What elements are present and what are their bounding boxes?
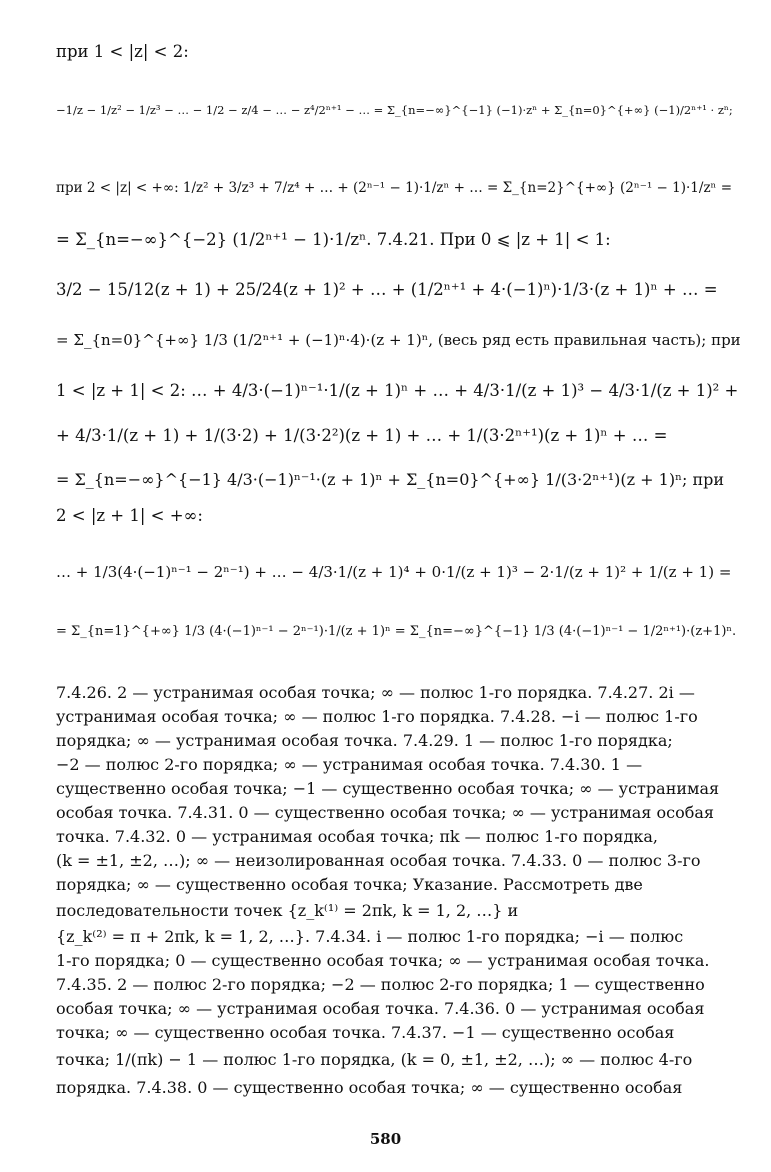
math-line-5: 3/2 − 15/12(z + 1) + 25/24(z + 1)² + … + (1/2ⁿ⁺¹ + 4·(−1)ⁿ)·1/3·(z + 1)ⁿ + … =	[56, 280, 718, 299]
math-line-7: 1 < |z + 1| < 2: … + 4/3·(−1)ⁿ⁻¹·1/(z + 1)ⁿ + … + 4/3·1/(z + 1)³ − 4/3·1/(z + 1)² +	[56, 381, 739, 400]
math-line-6: = Σ_{n=0}^{+∞} 1/3 (1/2ⁿ⁺¹ + (−1)ⁿ·4)·(z + 1)ⁿ, (весь ряд есть правильная часть); при	[56, 331, 741, 349]
answer-line-15: точка; ∞ — существенно особая точка. 7.4.37. −1 — существенно особая	[56, 1023, 675, 1042]
answer-line-4: −2 — полюс 2-го порядка; ∞ — устранимая особая точка. 7.4.30. 1 —	[56, 755, 643, 774]
answer-line-13: 7.4.35. 2 — полюс 2-го порядка; −2 — полюс 2-го порядка; 1 — существенно	[56, 975, 705, 994]
answer-line-16: точка; 1/(πk) − 1 — полюс 1-го порядка, (k = 0, ±1, ±2, …); ∞ — полюс 4-го	[56, 1050, 693, 1069]
math-line-4: = Σ_{n=−∞}^{−2} (1/2ⁿ⁺¹ − 1)·1/zⁿ. 7.4.21. При 0 ⩽ |z + 1| < 1:	[56, 230, 611, 249]
answer-line-5: существенно особая точка; −1 — существенно особая точка; ∞ — устранимая	[56, 779, 720, 798]
answer-line-2: устранимая особая точка; ∞ — полюс 1-го порядка. 7.4.28. −i — полюс 1-го	[56, 707, 698, 726]
answer-line-3: порядка; ∞ — устранимая особая точка. 7.4.29. 1 — полюс 1-го порядка;	[56, 731, 673, 750]
answer-line-14: особая точка; ∞ — устранимая особая точка. 7.4.36. 0 — устранимая особая	[56, 999, 705, 1018]
answer-line-6: особая точка. 7.4.31. 0 — существенно особая точка; ∞ — устранимая особая	[56, 803, 714, 822]
page-number: 580	[369, 1130, 402, 1148]
answer-line-11: {z_k⁽²⁾ = π + 2πk, k = 1, 2, …}. 7.4.34. i — полюс 1-го порядка; −i — полюс	[56, 927, 684, 946]
answer-line-7: точка. 7.4.32. 0 — устранимая особая точка; πk — полюс 1-го порядка,	[56, 827, 658, 846]
math-line-2: −1/z − 1/z² − 1/z³ − … − 1/2 − z/4 − … − z⁴/2ⁿ⁺¹ − … = Σ_{n=−∞}^{−1} (−1)·zⁿ + Σ_{n=0}^{+∞} (−1)/2ⁿ⁺¹ · zⁿ;	[56, 103, 733, 117]
math-line-1: при 1 < |z| < 2:	[56, 42, 189, 61]
math-line-8: + 4/3·1/(z + 1) + 1/(3·2) + 1/(3·2²)(z + 1) + … + 1/(3·2ⁿ⁺¹)(z + 1)ⁿ + … =	[56, 426, 668, 445]
math-line-12: = Σ_{n=1}^{+∞} 1/3 (4·(−1)ⁿ⁻¹ − 2ⁿ⁻¹)·1/(z + 1)ⁿ = Σ_{n=−∞}^{−1} 1/3 (4·(−1)ⁿ⁻¹ − 1/2ⁿ⁺¹)·(z+1)ⁿ.	[56, 624, 737, 639]
answer-line-1: 7.4.26. 2 — устранимая особая точка; ∞ — полюс 1-го порядка. 7.4.27. 2i —	[56, 683, 695, 702]
math-line-9: = Σ_{n=−∞}^{−1} 4/3·(−1)ⁿ⁻¹·(z + 1)ⁿ + Σ_{n=0}^{+∞} 1/(3·2ⁿ⁺¹)(z + 1)ⁿ; при	[56, 470, 725, 489]
answer-line-9: порядка; ∞ — существенно особая точка; Указание. Рассмотреть две	[56, 875, 643, 894]
math-line-11: … + 1/3(4·(−1)ⁿ⁻¹ − 2ⁿ⁻¹) + … − 4/3·1/(z + 1)⁴ + 0·1/(z + 1)³ − 2·1/(z + 1)² + 1/(z + 1) =	[56, 563, 732, 581]
answer-line-12: 1-го порядка; 0 — существенно особая точка; ∞ — устранимая особая точка.	[56, 951, 710, 970]
math-line-3: при 2 < |z| < +∞: 1/z² + 3/z³ + 7/z⁴ + … + (2ⁿ⁻¹ − 1)·1/zⁿ + … = Σ_{n=2}^{+∞} (2ⁿ⁻¹ − 1)·1/zⁿ =	[56, 180, 733, 196]
answer-line-10: последовательности точек {z_k⁽¹⁾ = 2πk, k = 1, 2, …} и	[56, 901, 519, 920]
answer-line-8: (k = ±1, ±2, …); ∞ — неизолированная особая точка. 7.4.33. 0 — полюс 3-го	[56, 851, 701, 870]
math-line-10: 2 < |z + 1| < +∞:	[56, 506, 203, 525]
answer-line-17: порядка. 7.4.38. 0 — существенно особая точка; ∞ — существенно особая	[56, 1078, 683, 1097]
